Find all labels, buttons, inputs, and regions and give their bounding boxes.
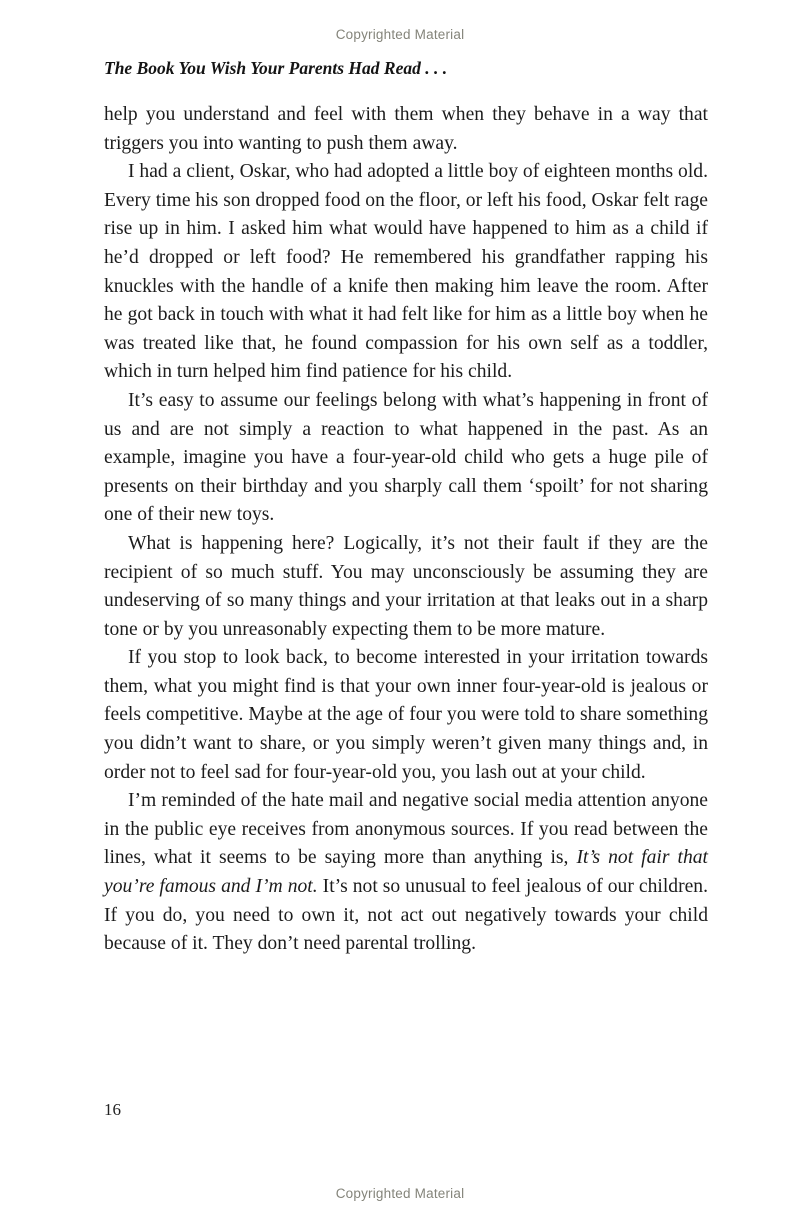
text-segment: help you understand and feel with them when they behave in a way that triggers you into wanting to push them away. xyxy=(104,104,708,154)
text-segment: If you stop to look back, to become interested in your irritation towards them, what you might find is that your own inner four-year-old is jealous or feels competitive. Maybe at the age of four you were told to share something you didn’t want to share, or you simply weren’t given many things and, in order not to feel sad for four-year-old you, you lash out at your child. xyxy=(104,647,708,783)
paragraph xyxy=(104,644,708,787)
text-segment: I had a client, Oskar, who had adopted a little boy of eighteen months old. Every time his son dropped food on the floor, or left his food, Oskar felt rage rise up in him. I asked him what would have happened to him as a child if he’d dropped or left food? He remembered his grandfather rapping his knuckles with the handle of a knife then making him leave the room. After he got back in touch with what it had felt like for him as a little boy when he was treated like that, he found compassion for his own self as a toddler, which in turn helped him find patience for his child. xyxy=(104,161,708,383)
paragraph xyxy=(104,530,708,644)
text-segment: It’s easy to assume our feelings belong with what’s happening in front of us and are not simply a reaction to what happened in the past. As an example, imagine you have a four-year-old child who gets a huge pile of presents on their birthday and you sharply call them ‘spoilt’ for not sharing one of their new toys. xyxy=(104,389,708,526)
text-segment: What is happening here? Logically, it’s not their fault if they are the recipient of so much stuff. You may unconsciously be assuming they are undeserving of so many things and your irritation at that leaks out in a sharp tone or by you unreasonably expecting them to be more mature. xyxy=(104,532,708,640)
paragraph xyxy=(104,387,708,530)
copyright-notice-bottom: Copyrighted Material xyxy=(335,1186,465,1201)
text-segment: It’s not so unusual to feel jealous of our children. If you do, you need to own it, not act out negatively towards your child because of it. They don’t need parental trolling. xyxy=(104,876,709,955)
paragraph xyxy=(104,101,708,158)
running-header: The Book You Wish Your Parents Had Read . . . xyxy=(104,58,448,78)
paragraph xyxy=(104,787,708,959)
page-number: 16 xyxy=(104,1100,121,1119)
copyright-notice-top: Copyrighted Material xyxy=(335,27,465,42)
body-text xyxy=(104,101,708,959)
text-segment: I’m reminded of the hate mail and negative social media attention anyone in the public eye receives from anonymous sources. If you read between the lines, what it seems to be saying more than anything is, xyxy=(104,790,708,869)
italic-text: It’s not fair that you’re famous and I’m not. xyxy=(104,847,708,898)
paragraph xyxy=(104,158,708,387)
